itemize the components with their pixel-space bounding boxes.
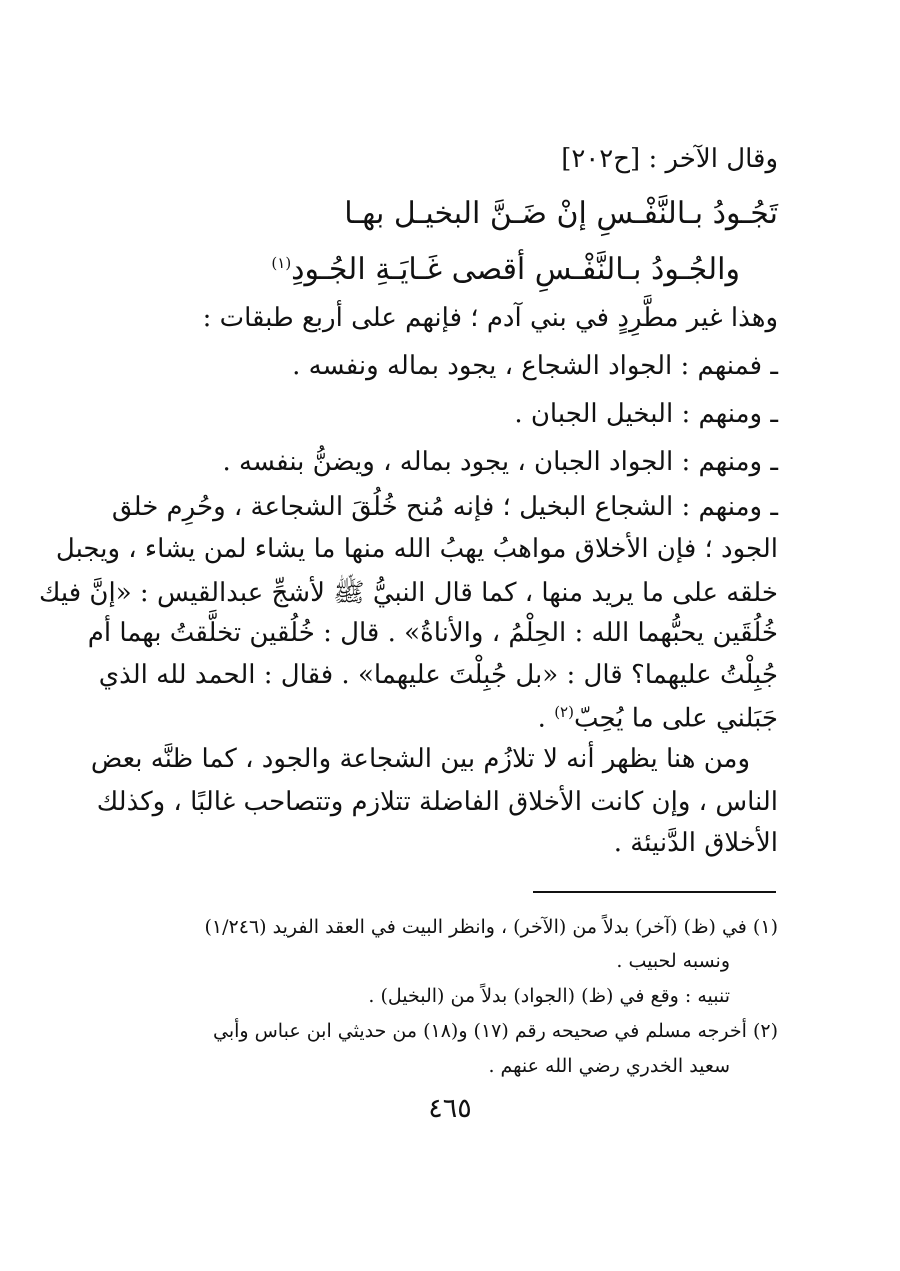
- footnote-ref-1: (١): [271, 254, 292, 272]
- body-line: ومن هنا يظهر أنه لا تلازُم بين الشجاعة والجود ، كما ظنَّه بعض: [90, 744, 750, 774]
- body-line: ـ ومنهم : الجواد الجبان ، يجود بماله ، ويضنُّ بنفسه .: [222, 447, 778, 477]
- verse-first-hemistich: تَجُـودُ بـالنَّفْـسِ إنْ ضَـنَّ البخيـل بهـا: [344, 196, 778, 231]
- verse-intro: وقال الآخر : [ح٢٠٢]: [561, 144, 778, 174]
- verse-second-hemistich: [271, 252, 740, 287]
- body-line: خلقه على ما يريد منها ، كما قال النبيُّ ﷺ لأشجِّ عبدالقيس : «إنَّ فيك: [38, 578, 778, 608]
- body-line: ـ ومنهم : البخيل الجبان .: [514, 399, 778, 429]
- body-line: خُلُقَين يحبُّهما الله : الحِلْمُ ، والأناةُ» . قال : خُلُقين تخلَّقتُ بهما أم: [87, 618, 778, 648]
- body-line-text: جَبَلني على ما يُحِبّ: [573, 703, 778, 734]
- body-line: جُبِلْتُ عليهما؟ قال : «بل جُبِلْتَ عليهما» . فقال : الحمد لله الذي: [98, 660, 778, 690]
- body-line: الناس ، وإن كانت الأخلاق الفاضلة تتلازم وتتصاحب غالبًا ، وكذلك: [96, 787, 778, 817]
- footnote-line: ونسبه لحبيب .: [616, 950, 730, 972]
- body-line: جَبَلني على ما يُحِبّ$^{(٢)}$ .: [537, 703, 778, 734]
- body-line: الجود ؛ فإن الأخلاق مواهبُ يهبُ الله منها ما يشاء لمن يشاء ، ويجبل: [55, 534, 778, 564]
- body-line: الأخلاق الدَّنيئة .: [613, 828, 778, 858]
- footnote-line: سعيد الخدري رضي الله عنهم .: [488, 1055, 730, 1077]
- verse-second-text: والجُـودُ بـالنَّفْـسِ أقصى غَـايَـةِ الجُـودِ: [291, 252, 740, 287]
- footnote-ref-2: (٢): [554, 703, 574, 721]
- page-number: ٤٦٥: [428, 1093, 472, 1124]
- footnote-line: تنبيه : وقع في (ظ) (الجواد) بدلاً من (البخيل) .: [368, 985, 730, 1007]
- body-line: وهذا غير مطَّرِدٍ في بني آدم ؛ فإنهم على أربع طبقات :: [202, 303, 778, 333]
- body-line: ـ ومنهم : الشجاع البخيل ؛ فإنه مُنح خُلُقَ الشجاعة ، وحُرِم خلق: [111, 492, 778, 522]
- footnote-line: (٢) أخرجه مسلم في صحيحه رقم (١٧) و(١٨) من حديثي ابن عباس وأبي: [213, 1020, 778, 1042]
- footnote-separator: [533, 891, 776, 893]
- footnote-line: (١) في (ظ) (آخر) بدلاً من (الآخر) ، وانظر البيت في العقد الفريد (١/٢٤٦): [204, 916, 778, 938]
- body-line: ـ فمنهم : الجواد الشجاع ، يجود بماله ونفسه .: [292, 351, 778, 381]
